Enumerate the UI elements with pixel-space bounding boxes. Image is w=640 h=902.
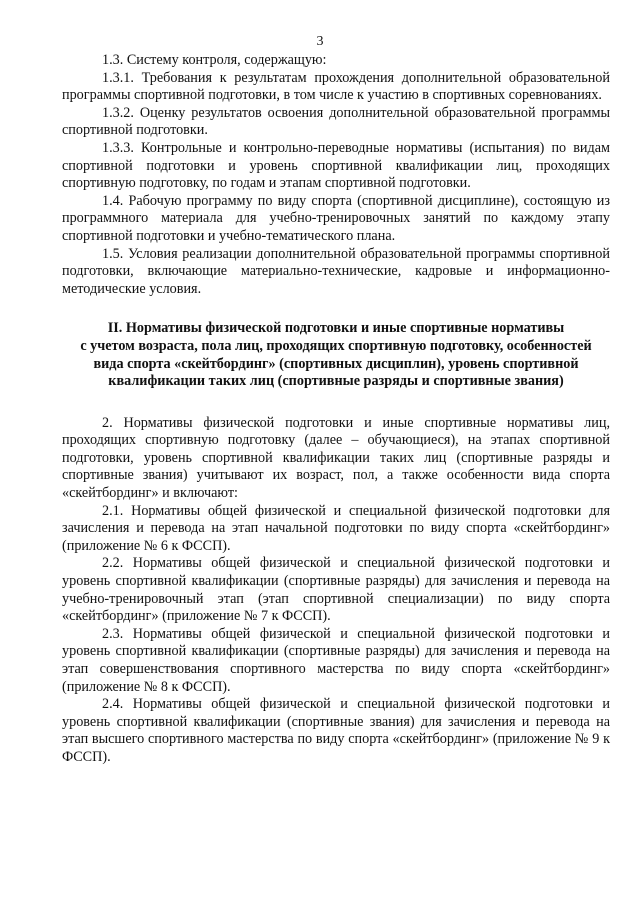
paragraph-1-3: 1.3. Систему контроля, содержащую: — [102, 52, 327, 68]
section-heading — [62, 320, 610, 390]
paragraph-2: 2. Нормативы физической подготовки и иные спортивные нормативы лиц, проходящих спортивную подготовку (далее – обучающиеся), на этапах спортивной подготовки, уровень спортивной квалификации таких лиц (спортивные разряды и спортивные звания) учитывают их возраст, пол, а также особенности вида спорта «скейтбординг» и включают: — [62, 414, 610, 502]
paragraph-2-2: 2.2. Нормативы общей физической и специальной физической подготовки и уровень спортивной квалификации (спортивные разряды) для зачисления и перевода на учебно-тренировочный этап (этап спортивной специализации) по виду спорта «скейтбординг» (приложение № 7 к ФССП). — [62, 555, 610, 625]
page-number: 3 — [316, 34, 324, 49]
paragraph-2-1: 2.1. Нормативы общей физической и специальной физической подготовки для зачисления и перевода на этап начальной подготовки по виду спорта «скейтбординг» (приложение № 6 к ФССП). — [62, 502, 610, 554]
document-body — [62, 52, 610, 767]
paragraph-2-3: 2.3. Нормативы общей физической и специальной физической подготовки и уровень спортивной квалификации (спортивные разряды) для зачисления и перевода на этап совершенствования спортивного мастерства по виду спорта «скейтбординг» (приложение № 8 к ФССП). — [62, 625, 610, 695]
paragraph-1-4: 1.4. Рабочую программу по виду спорта (спортивной дисциплине), состоящую из программного материала для учебно-тренировочных занятий по каждому этапу спортивной подготовки и учебно-тематического плана. — [62, 192, 610, 244]
paragraph-1-5: 1.5. Условия реализации дополнительной образовательной программы спортивной подготовки, включающие материально-технические, кадровые и информационно-методические условия. — [62, 245, 610, 297]
paragraph-1-3-3: 1.3.3. Контрольные и контрольно-переводные нормативы (испытания) по видам спортивной подготовки и уровень спортивной квалификации лиц, проходящих спортивную подготовку, по годам и этапам спортивной подготовки. — [62, 139, 610, 192]
paragraph-1-3-2: 1.3.2. Оценку результатов освоения дополнительной образовательной программы спортивной подготовки. — [62, 104, 610, 139]
paragraph-1-3-1: 1.3.1. Требования к результатам прохождения дополнительной образовательной программы спортивной подготовки, в том числе к участию в спортивных соревнованиях. — [62, 69, 610, 104]
section-heading-line: II. Нормативы физической подготовки и иные спортивные нормативы — [107, 320, 565, 337]
paragraph-2-4: 2.4. Нормативы общей физической и специальной физической подготовки и уровень спортивной квалификации (спортивные звания) для зачисления и перевода на этап высшего спортивного мастерства по виду спорта «скейтбординг» (приложение № 9 к ФССП). — [62, 696, 610, 765]
section-heading-line: с учетом возраста, пола лиц, проходящих спортивную подготовку, особенностей — [80, 337, 592, 354]
section-heading-line: квалификации таких лиц (спортивные разряды и спортивные звания) — [108, 373, 564, 390]
section-heading-line: вида спорта «скейтбординг» (спортивных дисциплин), уровень спортивной — [93, 355, 579, 372]
